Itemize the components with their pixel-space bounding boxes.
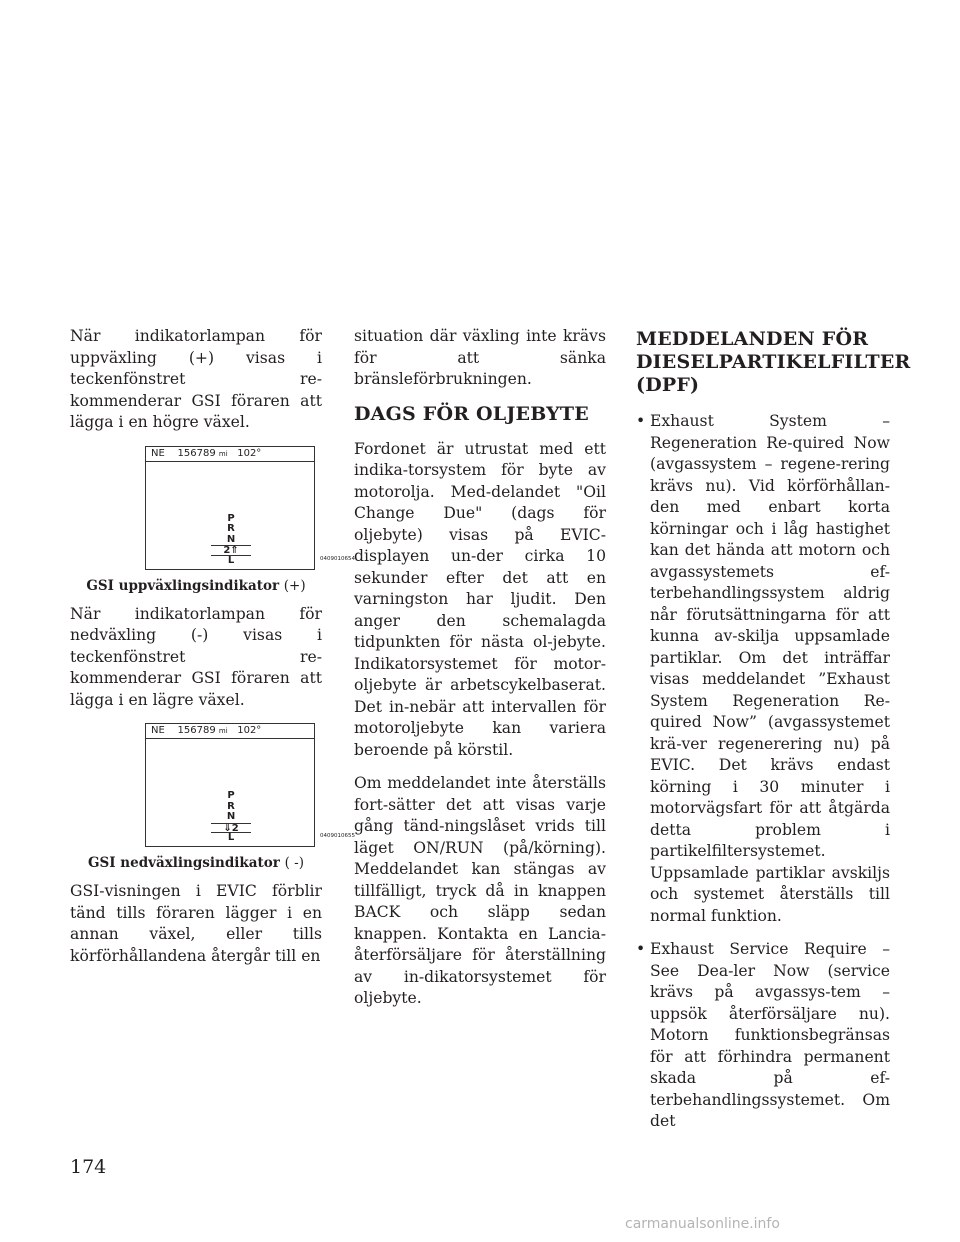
bullet-text: Exhaust Service Require – See Dea-ler Now (service krävs på avgassys-tem – uppsök återförsäljare nu). Motorn funktionsbegränsas för att förhindra permanent skada på ef-terbehandlingssystemet. Om det	[650, 940, 890, 1130]
caption-upshift	[70, 578, 322, 594]
gear-p: P	[227, 790, 235, 801]
caption-label: GSI nedväxlingsindikator	[88, 855, 280, 871]
gear-r: R	[227, 523, 235, 534]
gear-n: N	[226, 811, 236, 822]
gear-l: L	[227, 554, 235, 566]
odometer-value: 156789	[177, 447, 216, 459]
figure-code: 0409010655	[320, 833, 355, 839]
bullet-icon: •	[636, 940, 646, 958]
bullet-icon: •	[636, 412, 646, 430]
dpf-message-list	[636, 411, 890, 1133]
gear-2-downshift: ⇓2	[211, 823, 251, 834]
heading-dpf-messages: MEDDELANDEN FÖR DIESELPARTIKELFILTER (DPF)	[636, 328, 911, 396]
gear-p: P	[227, 512, 235, 524]
evic-status-bar	[146, 724, 314, 739]
evic-display-upshift	[145, 446, 315, 570]
odometer-value: 156789	[177, 725, 216, 736]
caption-downshift	[70, 855, 322, 871]
compass-heading: NE	[151, 725, 165, 736]
gear-n: N	[226, 533, 236, 545]
column-left	[70, 326, 355, 979]
paragraph-upshift: När indikatorlampan för uppväxling (+) visas i teckenfönstret re-kommenderar GSI föraren att lägga i en högre växel.	[70, 327, 322, 431]
odometer-unit: mi	[218, 727, 228, 735]
gear-list	[211, 514, 251, 567]
caption-label: GSI uppväxlingsindikator	[86, 577, 280, 594]
paragraph-continuation: situation där växling inte krävs för att sänka bränsleförbrukningen.	[354, 327, 606, 388]
paragraph-oil-indicator: Fordonet är utrustat med ett indika-torsystem för byte av motorolja. Med-delandet "Oil Change Due" (dags för oljebyte) visas på EVIC-displayen un-der cirka 10 sekunder efter det att en varningston har ljudit. Den anger den schemalagda tidpunkten för nästa ol-jebyte. Indikatorsystemet för motor-oljebyte är arbetscykelbaserat. Det in-nebär att intervallen för motoroljebyte kan variera beroende på körstil.	[354, 439, 606, 759]
evic-status-bar	[146, 447, 314, 462]
list-item	[636, 411, 890, 927]
gear-list	[211, 791, 251, 844]
temperature-value: 102°	[237, 725, 262, 736]
heading-oil-change: DAGS FÖR OLJEBYTE	[354, 402, 589, 425]
caption-symbol: ( -)	[284, 855, 304, 871]
caption-symbol: (+)	[283, 577, 306, 594]
paragraph-gsi-display: GSI-visningen i EVIC förblir tänd tills föraren lägger i en annan växel, eller tills körförhållandena återgår till en	[70, 882, 322, 965]
page-number: 174	[70, 1156, 107, 1178]
gear-r: R	[227, 800, 235, 812]
paragraph-oil-reset: Om meddelandet inte återställs fort-sätter det att visas varje gång tänd-ningslåset vrids till läget ON/RUN (på/körning). Meddelandet kan stängas av tillfälligt, tryck då in knappen BACK och släpp sedan knappen. Kontakta en Lancia-återförsäljare för återställning av in-dikatorsystemet för oljebyte.	[354, 774, 606, 1007]
evic-display-downshift	[145, 723, 315, 847]
list-item	[636, 939, 890, 1133]
column-right	[636, 326, 911, 1145]
odometer-unit: mi	[218, 449, 228, 458]
watermark: carmanualsonline.info	[625, 1216, 780, 1232]
figure-code: 0409010654	[320, 555, 355, 562]
paragraph-downshift: När indikatorlampan för nedväxling (-) visas i teckenfönstret re-kommenderar GSI föraren att lägga i en lägre växel.	[70, 604, 322, 709]
bullet-text: Exhaust System – Regeneration Re-quired Now (avgassystem – regene-rering krävs nu). Vid körförhållan-den med enbart korta körningar och i låg hastighet kan det hända att motorn och avgassystemets ef-terbehandlingssystem aldrig når förutsättningarna för att kunna av-skilja uppsamlade partiklar. Om det inträffar visas meddelandet ”Exhaust System Regeneration Re-quired Now” (avgassystemet krä-ver regenerering nu) på EVIC. Det krävs endast körning i 30 minuter i motorvägsfart för att åtgärda detta problem i partikelfiltersystemet. Uppsamlade partiklar avskiljs och systemet återställs till normal funktion.	[650, 412, 890, 925]
gear-l: L	[227, 832, 235, 843]
figure-upshift	[70, 446, 355, 574]
figure-downshift	[70, 723, 355, 851]
temperature-value: 102°	[237, 447, 262, 459]
compass-heading: NE	[151, 447, 165, 459]
column-middle	[354, 326, 606, 1022]
gear-2-upshift: 2⇑	[211, 545, 251, 556]
